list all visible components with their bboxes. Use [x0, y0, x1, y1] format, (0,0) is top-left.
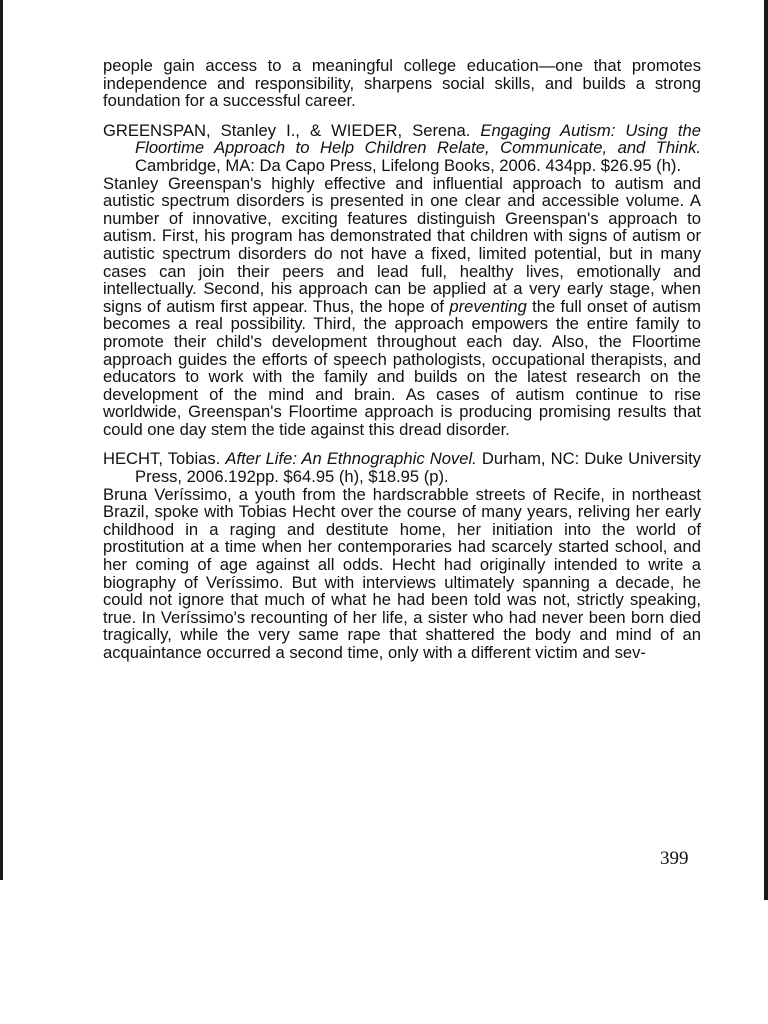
description-text-part1: Stanley Greenspan's highly effective and influential approach to autism and autistic spectrum disorders is presented in one clear and accessible volume. A number of innovative, exciting features distinguish Greenspan's approach to autism. First, his program has demonstrated that children with signs of autism or autistic spectrum disorders do not have a fixed, limited potential, but in many cases can join their peers and lead full, healthy lives, emotionally and intellectually. Second, his approach can be applied at a very early stage, when signs of autism first appear. Thus, the hope of	[103, 173, 701, 316]
citation-hecht	[103, 450, 701, 485]
page-number: 399	[660, 848, 689, 869]
page-edge-left	[0, 0, 3, 880]
document-page	[103, 57, 701, 662]
description-emphasis: preventing	[449, 296, 527, 316]
description-text-part2: the full onset of autism becomes a real possibility. Third, the approach empowers the entire family to promote their child's development throughout each day. Also, the Floortime approach guides the efforts of speech pathologists, occupational therapists, and educators to work with the family and builds on the latest research on the development of the mind and brain. As cases of autism continue to rise worldwide, Greenspan's Floortime approach is producing promising results that could one day stem the tide against this dread disorder.	[103, 296, 701, 439]
citation-title: Engaging Autism: Using the Floortime Approach to Help Children Relate, Communicate, and Think.	[135, 120, 701, 158]
citation-greenspan	[103, 122, 701, 175]
citation-publication: Durham, NC: Duke University Press, 2006.192pp. $64.95 (h), $18.95 (p).	[135, 449, 701, 487]
citation-title: After Life: An Ethnographic Novel.	[225, 449, 477, 469]
page-edge-right	[764, 0, 768, 900]
intro-paragraph: people gain access to a meaningful college education—one that promotes independence and responsibility, sharpens social skills, and builds a strong foundation for a successful career.	[103, 56, 701, 111]
description-hecht: Bruna Veríssimo, a youth from the hardscrabble streets of Recife, in northeast Brazil, spoke with Tobias Hecht over the course of many years, reliving her early childhood in a raging and destitute home, her initiation into the world of prostitution at a time when her contemporaries had scarcely started school, and her coming of age against all odds. Hecht had originally intended to write a biography of Veríssimo. But with interviews ultimately spanning a decade, he could not ignore that much of what he had been told was not, strictly speaking, true. In Veríssimo's recounting of her life, a sister who had never been born died tragically, while the very same rape that shattered the body and mind of an acquaintance occurred a second time, only with a different victim and sev-	[103, 484, 701, 662]
description-greenspan	[103, 175, 701, 439]
citation-author: HECHT, Tobias.	[103, 449, 221, 469]
citation-author: GREENSPAN, Stanley I., & WIEDER, Serena.	[103, 120, 471, 140]
citation-publication: Cambridge, MA: Da Capo Press, Lifelong Books, 2006. 434pp. $26.95 (h).	[135, 155, 682, 175]
